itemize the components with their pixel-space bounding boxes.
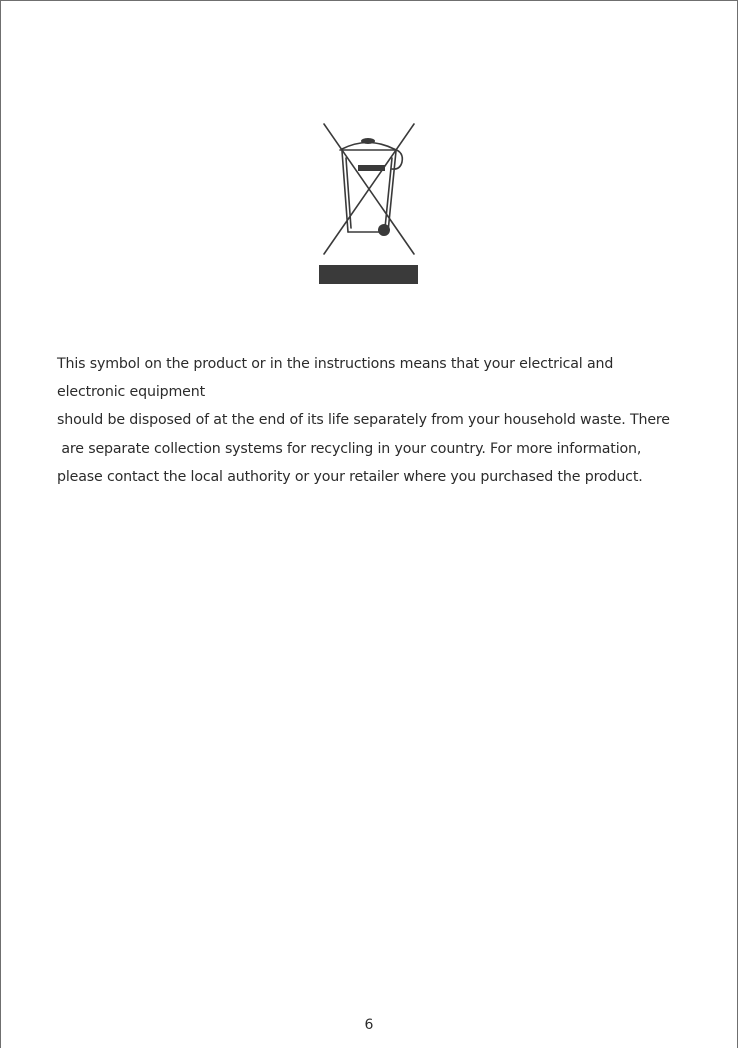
paragraph-line: are separate collection systems for recycling in your country. For more information,	[57, 440, 642, 457]
crossed-out-wheelie-bin-icon	[318, 122, 420, 286]
paragraph-line: please contact the local authority or your retailer where you purchased the product.	[57, 468, 643, 485]
weee-disposal-paragraph	[57, 350, 707, 491]
paragraph-line: electronic equipment	[57, 384, 205, 401]
paragraph-line: This symbol on the product or in the instructions means that your electrical and	[57, 356, 614, 372]
paragraph-line: should be disposed of at the end of its life separately from your household waste. There	[57, 412, 670, 429]
page-number: 6	[364, 1017, 374, 1033]
